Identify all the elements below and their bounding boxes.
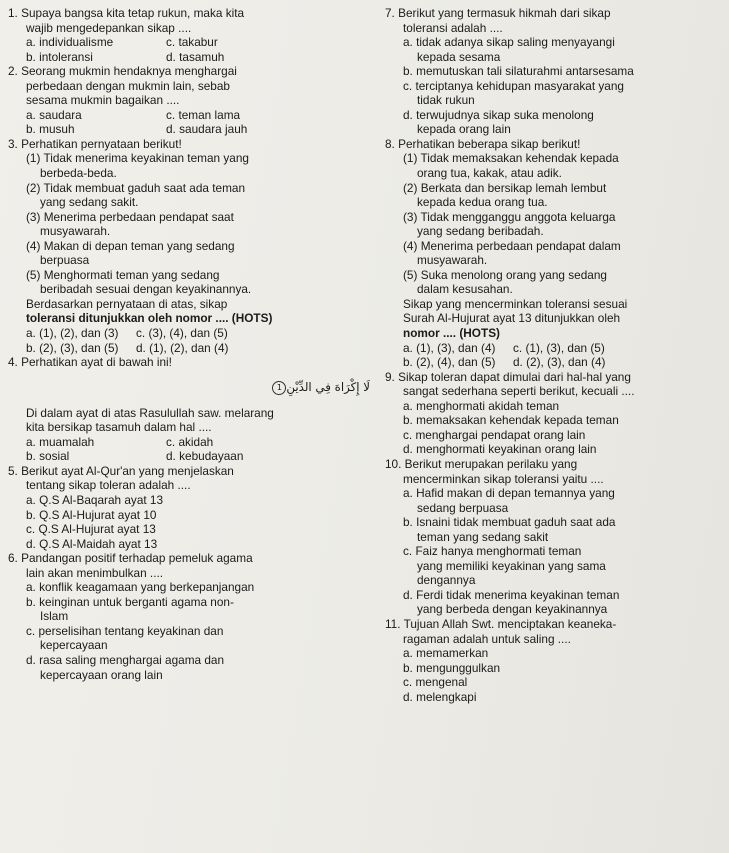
arabic-verse — [8, 370, 370, 406]
answer-option: d. melengkapi — [403, 689, 477, 704]
answer-option: kepada sesama — [417, 49, 501, 64]
answer-option: yang sedang beribadah. — [417, 224, 544, 239]
answer-option: b. (2), (3), dan (5) — [26, 340, 119, 355]
answer-option: yang sedang sakit. — [40, 195, 139, 210]
question-text: Sikap yang mencerminkan toleransi sesuai — [403, 296, 628, 311]
answer-options-row — [385, 355, 723, 370]
answer-options-row — [8, 341, 370, 356]
answer-option: dengannya — [417, 573, 476, 588]
question-text: (1) Tidak menerima keyakinan teman yang — [26, 151, 249, 166]
answer-option: d. rasa saling menghargai agama dan — [26, 652, 225, 667]
answer-options-row — [8, 35, 370, 50]
answer-option: d. (2), (3), dan (4) — [513, 355, 606, 370]
answer-option: a. memamerkan — [403, 646, 489, 661]
answer-option: tidak rukun — [417, 93, 475, 108]
answer-option: b. sosial — [26, 449, 70, 464]
answer-option: b. memaksakan kehendak kepada teman — [403, 413, 619, 428]
answer-options-row — [8, 449, 370, 464]
question-stem: 9. Sikap toleran dapat dimulai dari hal-hal yang — [385, 369, 631, 384]
answer-option: c. mengenal — [403, 675, 468, 690]
question-text: (5) Suka menolong orang yang sedang — [403, 267, 607, 282]
question-text: wajib mengedepankan sikap .... — [26, 20, 192, 35]
question-text: Surah Al-Hujurat ayat 13 ditunjukkan oleh — [403, 311, 621, 326]
answer-option: berpuasa — [40, 253, 90, 268]
verse-number: 1 — [272, 381, 286, 395]
question-stem: 5. Berikut ayat Al-Qur'an yang menjelaskan — [8, 463, 234, 478]
answer-option: d. (1), (2), dan (4) — [136, 340, 229, 355]
answer-option: b. Q.S Al-Hujurat ayat 10 — [26, 507, 157, 522]
answer-option: b. mengunggulkan — [403, 660, 501, 675]
answer-option: d. Ferdi tidak menerima keyakinan teman — [403, 587, 620, 602]
answer-option: teman yang sedang sakit — [417, 529, 549, 544]
verse-text: لَا إِكْرَاهَ فِي الدِّيْنِ — [286, 380, 370, 395]
question-text: (2) Berkata dan bersikap lemah lembut — [403, 180, 607, 195]
question-stem: 11. Tujuan Allah Swt. menciptakan keaneka- — [385, 616, 617, 631]
question-text: lain akan menimbulkan .... — [26, 565, 164, 580]
question-stem: 3. Perhatikan pernyataan berikut! — [8, 136, 182, 151]
answer-option: a. Hafid makan di depan temannya yang — [403, 486, 615, 501]
answer-option: c. menghargai pendapat orang lain — [403, 427, 586, 442]
answer-options-row — [8, 122, 370, 137]
answer-option: b. keinginan untuk berganti agama non- — [26, 594, 234, 609]
question-text: (4) Menerima perbedaan pendapat dalam — [403, 238, 621, 253]
question-text: nomor .... (HOTS) — [403, 326, 500, 341]
answer-option: b. (2), (4), dan (5) — [403, 355, 496, 370]
left-column — [8, 6, 370, 682]
answer-option: a. tidak adanya sikap saling menyayangi — [403, 35, 615, 50]
answer-option: b. musuh — [26, 122, 75, 137]
answer-option: b. memutuskan tali silaturahmi antarsesama — [403, 64, 634, 79]
answer-option: a. individualisme — [26, 35, 114, 50]
answer-option: yang memiliki keyakinan yang sama — [417, 558, 606, 573]
answer-option: d. saudara jauh — [166, 122, 248, 137]
question-stem: 7. Berikut yang termasuk hikmah dari sikap — [385, 6, 611, 20]
answer-option: kepercayaan orang lain — [40, 667, 163, 682]
question-text: Di dalam ayat di atas Rasulullah saw. melarang — [26, 405, 274, 420]
answer-option: a. menghormati akidah teman — [403, 398, 560, 413]
question-text: perbedaan dengan mukmin lain, sebab — [26, 78, 230, 93]
question-text: toleransi adalah .... — [403, 20, 503, 35]
answer-option: d. menghormati keyakinan orang lain — [403, 442, 597, 457]
answer-option: d. Q.S Al-Maidah ayat 13 — [26, 536, 158, 551]
question-text: sesama mukmin bagaikan .... — [26, 93, 180, 108]
answer-option: kepada kedua orang tua. — [417, 195, 548, 210]
answer-option: a. muamalah — [26, 434, 95, 449]
answer-option: c. Q.S Al-Hujurat ayat 13 — [26, 522, 156, 537]
answer-option: a. konflik keagamaan yang berkepanjangan — [26, 580, 255, 595]
answer-option: d. kebudayaan — [166, 449, 244, 464]
answer-option: Islam — [40, 609, 69, 624]
answer-option: c. Faiz hanya menghormati teman — [403, 544, 582, 559]
answer-options-row — [385, 341, 723, 356]
answer-option: b. intoleransi — [26, 49, 93, 64]
question-stem: 10. Berikut merupakan perilaku yang — [385, 456, 578, 471]
answer-option: berbeda-beda. — [40, 166, 117, 181]
answer-option: musyawarah. — [40, 224, 111, 239]
question-text: tentang sikap toleran adalah .... — [26, 478, 191, 493]
answer-option: a. (1), (2), dan (3) — [26, 326, 119, 341]
answer-option: c. (3), (4), dan (5) — [136, 326, 228, 341]
question-text: sangat sederhana seperti berikut, kecuali .... — [403, 384, 635, 399]
question-stem: 2. Seorang mukmin hendaknya menghargai — [8, 64, 237, 79]
question-text: ragaman adalah untuk saling .... — [403, 631, 571, 646]
question-text: (5) Menghormati teman yang sedang — [26, 267, 220, 282]
answer-option: musyawarah. — [417, 253, 488, 268]
answer-option: c. takabur — [166, 35, 218, 50]
question-text: mencerminkan sikap toleransi yaitu .... — [403, 471, 604, 486]
answer-option: beribadah sesuai dengan keyakinannya. — [40, 282, 252, 297]
question-stem: 8. Perhatikan beberapa sikap berikut! — [385, 136, 581, 151]
answer-option: d. terwujudnya sikap suka menolong — [403, 107, 594, 122]
answer-option: orang tua, kakak, atau adik. — [417, 166, 562, 181]
question-stem: 1. Supaya bangsa kita tetap rukun, maka kita — [8, 6, 245, 20]
question-text: (2) Tidak membuat gaduh saat ada teman — [26, 180, 246, 195]
answer-option: a. Q.S Al-Baqarah ayat 13 — [26, 492, 164, 507]
answer-options-row — [8, 108, 370, 123]
answer-option: kepada orang lain — [417, 122, 511, 137]
question-text: (4) Makan di depan teman yang sedang — [26, 238, 235, 253]
answer-option: dalam kesusahan. — [417, 282, 513, 297]
answer-option: d. tasamuh — [166, 49, 225, 64]
question-text: kita bersikap tasamuh dalam hal .... — [26, 420, 212, 435]
answer-option: c. akidah — [166, 434, 214, 449]
question-stem: 6. Pandangan positif terhadap pemeluk agama — [8, 551, 253, 566]
right-column — [385, 6, 723, 704]
answer-option: b. Isnaini tidak membuat gaduh saat ada — [403, 515, 616, 530]
answer-options-row — [8, 50, 370, 65]
answer-option: c. (1), (3), dan (5) — [513, 340, 605, 355]
answer-option: c. perselisihan tentang keyakinan dan — [26, 623, 224, 638]
answer-option: yang berbeda dengan keyakinannya — [417, 602, 608, 617]
answer-option: a. saudara — [26, 107, 82, 122]
answer-option: kepercayaan — [40, 638, 108, 653]
question-text: toleransi ditunjukkan oleh nomor .... (HOTS) — [26, 311, 273, 326]
answer-options-row — [8, 435, 370, 450]
question-stem: 4. Perhatikan ayat di bawah ini! — [8, 355, 172, 370]
answer-options-row — [8, 326, 370, 341]
answer-option: a. (1), (3), dan (4) — [403, 340, 496, 355]
question-text: (3) Menerima perbedaan pendapat saat — [26, 209, 234, 224]
answer-option: c. teman lama — [166, 107, 241, 122]
answer-option: c. terciptanya kehidupan masyarakat yang — [403, 78, 624, 93]
question-text: (3) Tidak mengganggu anggota keluarga — [403, 209, 616, 224]
answer-option: sedang berpuasa — [417, 500, 509, 515]
question-text: (1) Tidak memaksakan kehendak kepada — [403, 151, 619, 166]
question-text: Berdasarkan pernyataan di atas, sikap — [26, 296, 228, 311]
